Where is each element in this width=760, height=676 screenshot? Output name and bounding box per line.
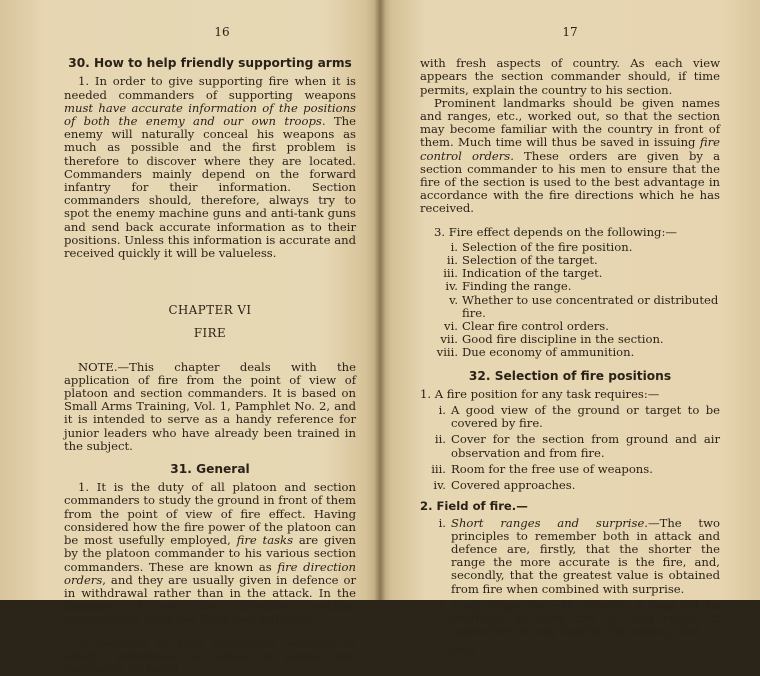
fire-effect-numeral: vii.: [440, 332, 458, 347]
requirement-item: [420, 463, 720, 476]
continued-paragraph: with fresh aspects of country. As each view appears the section commander should, if time permits, explain the country to his section.: [420, 56, 720, 97]
fire-effect-text: Good fire discipline in the section.: [462, 332, 664, 347]
fire-effect-text: Selection of the fire position.: [462, 239, 633, 254]
fire-effect-text: Clear fire control orders.: [462, 319, 609, 334]
field-of-fire-emphasis: Long range fire.: [451, 597, 551, 612]
chapter-note: NOTE.—This chapter deals with the application of fire from the point of view of platoon and section commanders. It is based on Small Arms Training, Vol. 1, Pamphlet No. 2, and it is intended to serve as a handy reference for junior leaders who have already been trained in the subject.: [64, 359, 356, 453]
field-of-fire-body: —In defence, it may not be desirable to open fire at long range. If ineffective, it may hearten the enemy, and: [451, 597, 720, 639]
chapter-label: CHAPTER VI: [168, 303, 252, 318]
requirement-text: Covered approaches.: [451, 478, 576, 493]
field-of-fire-body: —The two principles to remember both in attack and defence are, firstly, that the shorter the range the more accurate is the fire, and, secondly, that the greatest value is obtained from fire when combined with surprise.: [451, 515, 720, 596]
requirement-numeral: iii.: [431, 461, 446, 476]
page-number-left: 16: [214, 25, 230, 39]
section-31-paragraph-2: 2. Sections as they manœuvre, whether in attack, withdrawal or when on patrol, will constantly be faced: [64, 635, 356, 676]
section-32-heading: 32. Selection of fire positions: [468, 368, 672, 383]
page-number-right: 17: [562, 25, 578, 39]
printer-mark: 2*— (1854): [420, 645, 475, 657]
fire-effect-numeral: v.: [449, 292, 458, 307]
field-of-fire-text: [451, 517, 720, 596]
field-of-fire-text: [451, 599, 720, 639]
fire-effect-intro: 3. Fire effect depends on the following:—: [434, 224, 677, 239]
requirement-numeral: i.: [438, 403, 446, 418]
field-of-fire-heading: 2. Field of fire.—: [420, 499, 528, 514]
section-30-paragraph: 1. In order to give supporting fire when it is needed commanders of supporting weapons must have accurate information of the positions of both the enemy and our own troops. The enemy will naturally conceal his weapons as much as possible and the first problem is therefore to discover where they are located. Commanders mainly depend on the forward infantry for their information. Section commanders should, therefore, always try to spot the enemy machine guns and anti-tank guns and send back accurate information as to their positions. Unless this information is accurate and received quickly it will be valueless.: [64, 74, 357, 261]
fire-effect-item: [420, 294, 720, 320]
fire-effect-numeral: iii.: [443, 266, 458, 281]
field-of-fire-numeral: i.: [438, 515, 446, 530]
field-of-fire-item: [420, 599, 720, 639]
field-of-fire-emphasis: Short ranges and surprise.: [451, 515, 648, 530]
field-of-fire-item: [420, 517, 720, 596]
fire-effect-numeral: i.: [450, 239, 458, 254]
fire-effect-item: [420, 280, 720, 293]
requirement-numeral: iv.: [433, 478, 446, 493]
requirement-text: Cover for the section from ground and air observation and from fire.: [451, 432, 720, 460]
fire-effect-text: Indication of the target.: [462, 266, 603, 281]
requirement-item: [420, 479, 720, 492]
field-of-fire-numeral: ii.: [434, 597, 446, 612]
chapter-title: FIRE: [193, 326, 227, 341]
fire-effect-text: Due economy of ammunition.: [462, 345, 635, 360]
fire-position-requirements: [420, 404, 720, 492]
fire-effect-text: Selection of the target.: [462, 253, 598, 268]
requirement-item: [420, 433, 720, 459]
book-gutter: [374, 0, 386, 600]
requirement-item: [420, 404, 720, 430]
fire-position-intro: 1. A fire position for any task requires:—: [420, 386, 660, 401]
requirement-numeral: ii.: [434, 432, 446, 447]
requirement-text: A good view of the ground or target to be covered by fire.: [451, 403, 720, 431]
section-30-heading: 30. How to help friendly supporting arms: [68, 56, 352, 71]
fire-effect-numeral: viii.: [436, 345, 458, 360]
fire-effect-numeral: vi.: [444, 319, 458, 334]
right-page: [380, 0, 760, 657]
fire-effect-list: [420, 241, 720, 360]
section-31-heading: 31. General: [170, 462, 250, 477]
fire-effect-text: Whether to use concentrated or distributed fire.: [462, 292, 719, 320]
field-of-fire-list: [420, 517, 720, 639]
section-31-paragraph-1: 1. It is the duty of all platoon and section commanders to study the ground in front of them from the point of view of fire effect. Having considered how the fire power of the platoon can be most usefully employed, fire tasks are given by the platoon commander to his various section commanders. These are known as fire direction orders, and they are usually given in defence or in withdrawal rather than in the attack. In the absence of any fire direction, section commanders must use their own initiative.: [64, 480, 356, 627]
fire-effect-numeral: iv.: [445, 279, 458, 294]
landmarks-paragraph: Prominent landmarks should be given names and ranges, etc., worked out, so that the section may become familiar with the country in front of them. Much time will thus be saved in issuing fire control orders. These orders are given by a section commander to his men to ensure that the fire of the section is used to the best advantage in accordance with the fire directions which he has received.: [420, 95, 720, 216]
requirement-text: Room for the free use of weapons.: [451, 461, 653, 476]
fire-effect-text: Finding the range.: [462, 279, 572, 294]
fire-effect-numeral: ii.: [446, 253, 458, 268]
fire-effect-item: [420, 346, 720, 359]
